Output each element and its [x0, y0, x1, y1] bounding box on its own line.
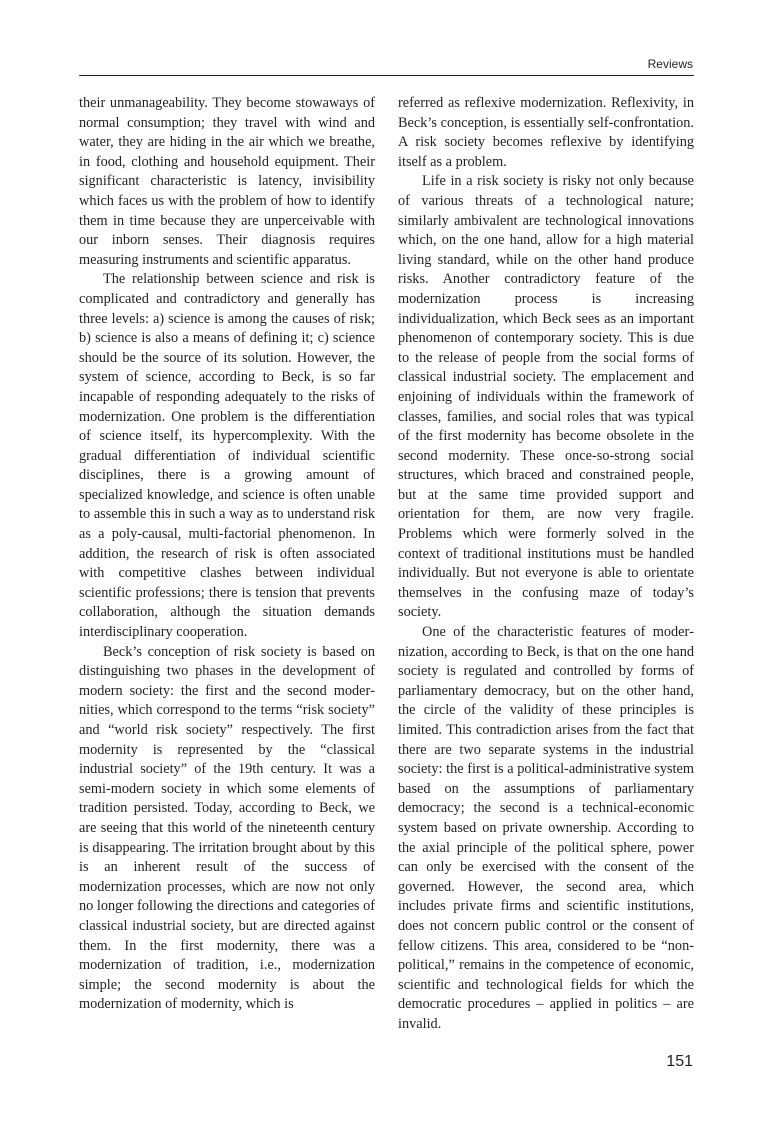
page-number: 151	[666, 1053, 693, 1070]
body-paragraph: their unmanageability. They become stowaways of normal consumption; they travel with wind and water, they are hiding in the air which we breathe, in food, clothing and household equipment. Their significant characteristic is latency, invisibility which faces us with the problem of how to identify them in time because they are unperceivable with our inborn senses. Their diagnosis requires measuring instruments and scientific apparatus.	[79, 95, 375, 268]
body-paragraph: Life in a risk society is risky not only because of various threats of a technological nature; similarly ambivalent are technological innovations which, on the one hand, allow for a high material living standard, while on the other hand produce risks. Another contradictory feature of the modernization process is increasing individualization, which Beck sees as an important phenomenon of contemporary society. This is due to the release of people from the social forms of classical industrial society. The emplacement and enjoining of individuals within the framework of classes, families, and social roles that was typical of the first modernity has become obsolete in the second modernity. These once-so-strong social structures, which braced and constrained people, but at the same time provided support and orientation for them, are now very fragile. Problems which were formerly solved in the context of traditional institutions must be handled individually. But not everyone is able to orientate themselves in the confusing maze of today’s society.	[398, 173, 694, 621]
running-header-section: Reviews	[647, 57, 693, 71]
right-text-column	[398, 94, 694, 1035]
header-divider	[79, 75, 694, 76]
body-paragraph: One of the characteristic features of modernization, according to Beck, is that on the one hand society is regulated and controlled by forms of parliamentary democracy, but on the other hand, the circle of the validity of these principles is limited. This contradiction arises from the fact that there are two separate systems in the industrial society: the first is a political-administrative system based on the assumptions of parliamentary democracy; the second is a technical-economic system based on private ownership. According to the axial principle of the political sphere, power can only be exercised with the consent of the governed. However, the second area, which includes private firms and scientific institutions, does not concern public control or the consent of fellow citizens. This area, considered to be “non-political,” remains in the competence of economic, scientific and technological fields for which the democratic procedures – applied in politics – are invalid.	[398, 624, 694, 1032]
body-paragraph: referred as reflexive modernization. Reflexivity, in Beck’s conception, is essentially self-confrontation. A risk society becomes reflexive by identifying itself as a problem.	[398, 95, 694, 170]
body-paragraph: The relationship between science and risk is complicated and contradictory and generally has three levels: a) science is among the causes of risk; b) science is also a means of defining it; c) science should be the source of its solution. However, the system of science, according to Beck, is so far incapable of responding adequately to the risks of modernization. One problem is the differentiation of science itself, its hypercomplexity. With the gradual differentiation of individual scientific disciplines, there is a growing amount of specialized knowledge, and science is often unable to assemble this in such a way as to understand risk as a poly-causal, multi-factorial phenomenon. In addition, the research of risk is often associated with competitive clashes between individual scientific professions; there is tension that prevents collaboration, although the situation demands interdisciplinary cooperation.	[79, 271, 375, 641]
body-paragraph: Beck’s conception of risk society is based on distinguishing two phases in the development of modern society: the first and the second modernities, which correspond to the terms “risk society” and “world risk society” respectively. The first modernity is represented by the “classical industrial society” of the 19th century. It was a semi-modern society in which some elements of tradition persisted. Today, according to Beck, we are seeing that this world of the nineteenth century is disappearing. The irritation brought about by this is an inherent result of the success of modernization processes, which are now not only no longer following the directions and categories of classical industrial society, but are directed against them. In the first modernity, there was a modernization of tradition, i.e., modernization simple; the second modernity is about the modernization of modernity, which is	[79, 643, 375, 1013]
left-text-column	[79, 94, 375, 1015]
